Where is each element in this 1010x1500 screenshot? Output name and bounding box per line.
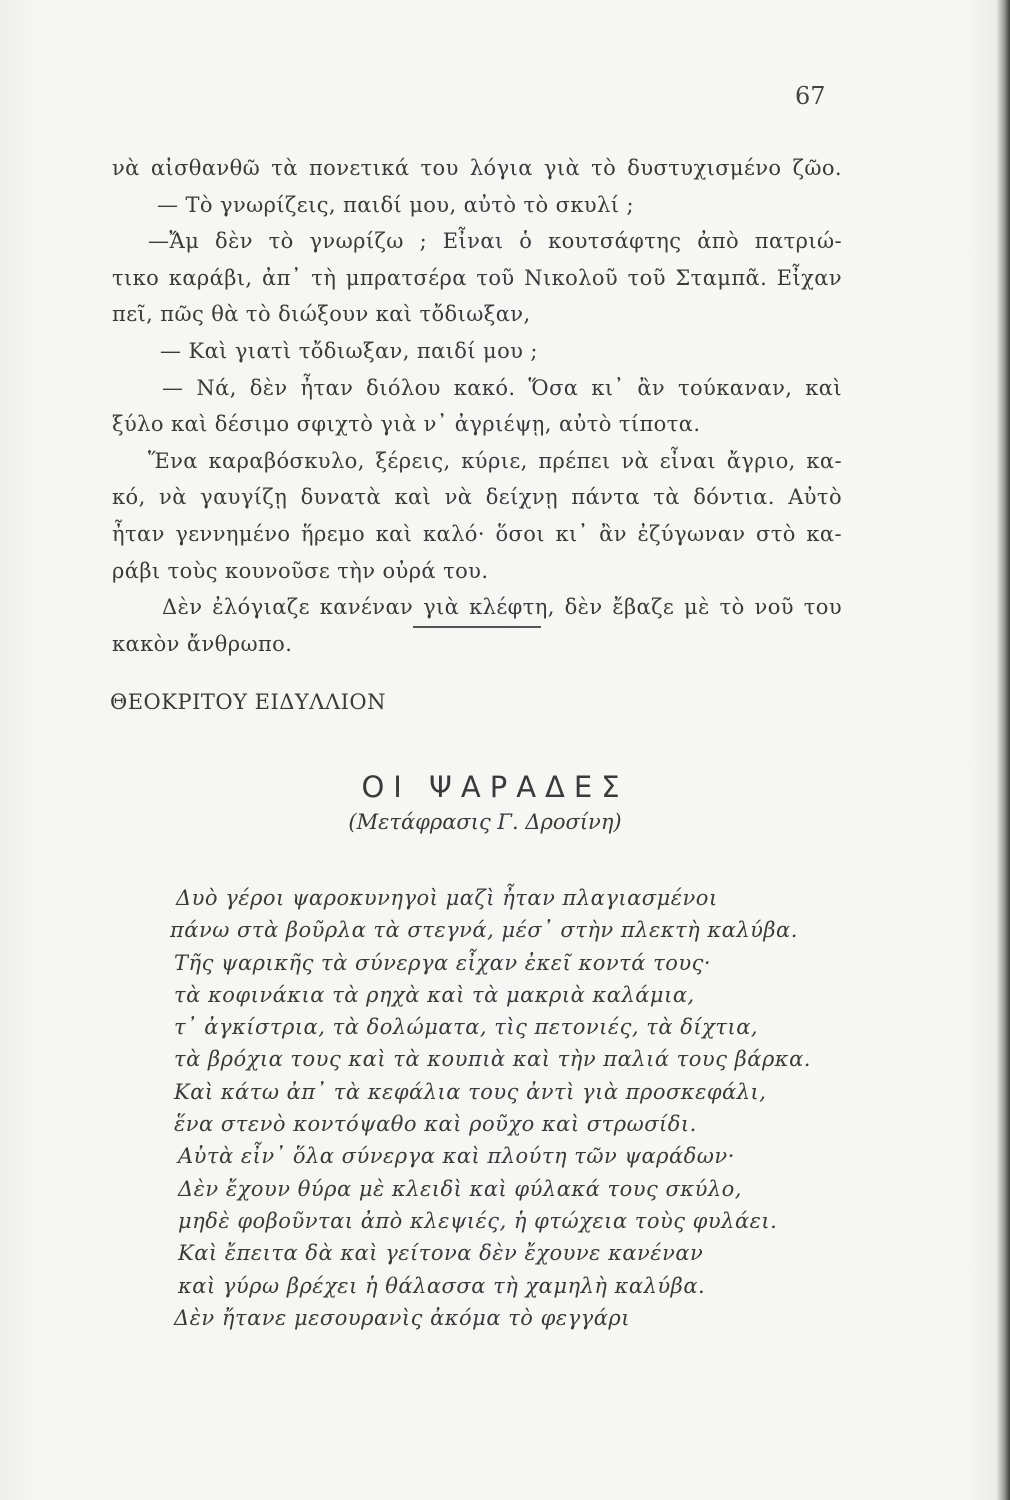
poem-line: ἕνα στενὸ κοντόψαθο καὶ ροῦχο καὶ στρωσίδι. (174, 1112, 697, 1137)
prose-line: Δὲν ἐλόγιαζε κανέναν γιὰ κλέφτη, δὲν ἔβαζε μὲ τὸ νοῦ του (162, 595, 842, 620)
prose-passage (112, 150, 842, 662)
prose-line: τικο καράβι, ἀπ᾿ τὴ μπρατσέρα τοῦ Νικολοῦ τοῦ Σταμπᾶ. Εἶχαν (112, 265, 842, 290)
poem-line: Τῆς ψαρικῆς τὰ σύνεργα εἶχαν ἐκεῖ κοντά τους· (174, 950, 712, 975)
prose-line: — Τὸ γνωρίζεις, παιδί μου, αὐτὸ τὸ σκυλί ; (157, 192, 634, 217)
poem-line: πάνω στὰ βοῦρλα τὰ στεγνά, μέσ᾿ στὴν πλεκτὴ καλύβα. (170, 918, 798, 943)
poem-line: Δυὸ γέροι ψαροκυνηγοὶ μαζὶ ἦταν πλαγιασμένοι (176, 886, 718, 910)
poem-line: καὶ γύρω βρέχει ἡ θάλασσα τὴ χαμηλὴ καλύβα. (178, 1273, 706, 1298)
poem-line: Δὲν ἔχουν θύρα μὲ κλειδὶ καὶ φύλακά τους σκύλο, (178, 1176, 742, 1201)
poem-line: τ᾿ ἀγκίστρια, τὰ δολώματα, τὶς πετονιές, τὰ δίχτια, (174, 1015, 759, 1040)
prose-line: — Καὶ γιατὶ τὄδιωξαν, παιδί μου ; (160, 338, 538, 363)
poem-body (170, 882, 830, 1334)
poem-line: Καὶ ἔπειτα δὰ καὶ γείτονα δὲν ἔχουνε κανέναν (178, 1241, 704, 1266)
prose-line: νὰ αἰσθανθῶ τὰ πονετικά του λόγια γιὰ τὸ δυστυχισμένο ζῶο. (112, 156, 842, 180)
poem-title: ΟΙ ΨΑΡΑΔΕΣ (361, 770, 629, 804)
section-divider (413, 626, 541, 628)
poem-line: τὰ βρόχια τους καὶ τὰ κουπιὰ καὶ τὴν παλιά τους βάρκα. (174, 1047, 811, 1072)
prose-line: ξύλο καὶ δέσιμο σφιχτὸ γιὰ ν᾿ ἀγριέψῃ, αὐτὸ τίποτα. (112, 412, 701, 437)
poem-line: Δὲν ἤτανε μεσουρανὶς ἀκόμα τὸ φεγγάρι (174, 1305, 630, 1330)
poem-line: Καὶ κάτω ἀπ᾿ τὰ κεφάλια τους ἀντὶ γιὰ προσκεφάλι, (174, 1079, 767, 1104)
page-edge-shadow (996, 0, 1010, 1500)
poem-line: μηδὲ φοβοῦνται ἀπὸ κλεψιές, ἡ φτώχεια τοὺς φυλάει. (178, 1208, 778, 1233)
prose-line: ἦταν γεννημένο ἥρεμο καὶ καλό· ὅσοι κι᾿ ἂν ἐζύγωναν στὸ κα- (112, 521, 842, 546)
prose-line: —Ἄμ δὲν τὸ γνωρίζω ; Εἶναι ὁ κουτσάφτης ἀπὸ πατριώ- (148, 229, 842, 254)
prose-line: πεῖ, πῶς θὰ τὸ διώξουν καὶ τὄδιωξαν, (112, 302, 531, 327)
work-heading: ΘΕΟΚΡΙΤΟΥ ΕΙΔΥΛΛΙΟΝ (110, 690, 387, 714)
prose-line: Ἕνα καραβόσκυλο, ξέρεις, κύριε, πρέπει νὰ εἶναι ἄγριο, κα- (148, 448, 842, 473)
prose-line: κό, νὰ γαυγίζῃ δυνατὰ καὶ νὰ δείχνῃ πάντα τὰ δόντια. Αὐτὸ (112, 485, 842, 510)
translator-credit: (Μετάφρασις Γ. Δροσίνη) (348, 810, 622, 834)
prose-line: — Νά, δὲν ἦταν διόλου κακό. Ὅσα κι᾿ ἂν τούκαναν, καὶ (162, 375, 842, 400)
prose-line: κακὸν ἄνθρωπο. (112, 631, 293, 656)
prose-line: ράβι τοὺς κουνοῦσε τὴν οὐρά του. (112, 558, 489, 583)
page-number: 67 (795, 82, 826, 110)
poem-line: Αὐτὰ εἶν᾿ ὅλα σύνεργα καὶ πλούτη τῶν ψαράδων· (178, 1144, 735, 1169)
poem-line: τὰ κοφινάκια τὰ ρηχὰ καὶ τὰ μακριὰ καλάμια, (174, 982, 695, 1007)
